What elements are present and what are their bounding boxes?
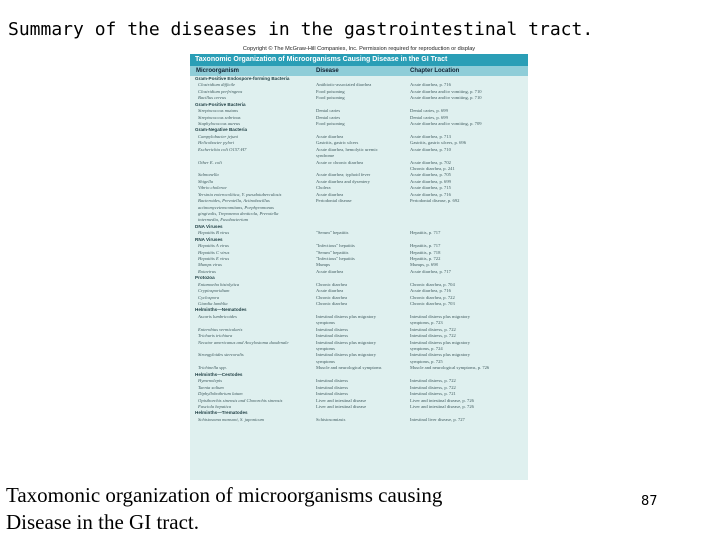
cell-chapter-location: Acute diarrhea, p. 716 bbox=[410, 191, 451, 197]
cell-microorganism: Escherichia coli O157:H7 bbox=[198, 146, 247, 152]
table-group-heading: Helminths—Trematodes bbox=[195, 410, 248, 416]
cell-disease bbox=[310, 217, 404, 223]
cell-disease: Cholera bbox=[316, 185, 331, 191]
cell-microorganism bbox=[190, 153, 310, 159]
cell-chapter-location: Dental caries, p. 699 bbox=[410, 108, 448, 114]
cell-chapter-location: Acute diarrhea and/or vomiting, p. 709 bbox=[410, 121, 482, 126]
copyright-notice: Copyright © The McGraw-Hill Companies, Inc. Permission required for reproduction or display bbox=[190, 44, 528, 54]
table-row bbox=[190, 391, 528, 397]
cell-chapter-location: symptoms, p. 724 bbox=[410, 346, 443, 352]
cell-microorganism: Diphyllobothrium latum bbox=[198, 391, 243, 397]
slide-title: Summary of the diseases in the gastrointestinal tract. bbox=[8, 19, 594, 40]
cell-disease: symptoms bbox=[316, 320, 335, 326]
table-row bbox=[190, 160, 528, 166]
cell-disease bbox=[310, 205, 404, 211]
table-row bbox=[190, 282, 528, 288]
cell-microorganism: Hepatitis B virus bbox=[198, 230, 230, 236]
table-row bbox=[190, 256, 528, 262]
cell-microorganism: Helicobacter pylori bbox=[198, 140, 235, 146]
cell-chapter-location: Hepatitis, p. 718 bbox=[410, 249, 441, 255]
cell-microorganism: Mumps virus bbox=[198, 262, 222, 268]
table-row bbox=[190, 378, 528, 384]
cell-chapter-location: Intestinal distress, p. 722 bbox=[410, 384, 456, 390]
cell-chapter-location bbox=[404, 211, 514, 217]
cell-chapter-location bbox=[404, 205, 514, 211]
cell-disease: Intestinal distress bbox=[316, 384, 349, 390]
cell-chapter-location: Chronic diarrhea, p. 703 bbox=[410, 301, 455, 307]
cell-microorganism: Campylobacter jejuni bbox=[198, 133, 238, 139]
cell-microorganism bbox=[190, 359, 310, 365]
cell-disease: "Serum" hepatitis bbox=[316, 249, 349, 255]
cell-chapter-location: Acute diarrhea, p. 716 bbox=[410, 288, 451, 294]
cell-microorganism: Fasciola hepatica bbox=[198, 403, 232, 409]
table-row bbox=[190, 198, 528, 204]
header-microorganism: Microorganism bbox=[196, 68, 240, 74]
table-row bbox=[190, 82, 528, 88]
cell-chapter-location: Intestinal distress, p. 722 bbox=[410, 333, 456, 339]
cell-disease bbox=[310, 211, 404, 217]
table-row bbox=[190, 385, 528, 391]
table-row bbox=[190, 140, 528, 146]
table-row bbox=[190, 89, 528, 95]
cell-microorganism: Schistosoma mansoni, S. japonicum bbox=[198, 416, 264, 422]
table-row bbox=[190, 250, 528, 256]
cell-chapter-location: Acute diarrhea, p. 710 bbox=[410, 146, 451, 152]
table-group-heading: Gram-Negative Bacteria bbox=[195, 127, 248, 133]
cell-chapter-location bbox=[404, 153, 514, 159]
cell-chapter-location: Hepatitis, p. 717 bbox=[410, 243, 441, 249]
cell-microorganism: Ascaris lumbricoides bbox=[198, 313, 237, 319]
cell-microorganism: Staphylococcus aureus bbox=[198, 121, 241, 126]
table-row bbox=[190, 314, 528, 320]
header-disease: Disease bbox=[316, 68, 339, 74]
cell-disease: symptoms bbox=[316, 346, 335, 352]
table-row bbox=[190, 95, 528, 101]
cell-microorganism: Strongyloides stercoralis bbox=[198, 352, 244, 358]
cell-microorganism: Trichinella spp. bbox=[198, 365, 227, 371]
cell-disease: Chronic diarrhea bbox=[316, 281, 347, 287]
cell-chapter-location bbox=[404, 217, 514, 223]
table-row bbox=[190, 115, 528, 121]
cell-microorganism: gingivalis, Treponema denticola, Prevotella bbox=[198, 211, 279, 217]
table-row bbox=[190, 320, 528, 326]
cell-chapter-location: Acute diarrhea and/or vomiting, p. 710 bbox=[410, 95, 482, 101]
table-row bbox=[190, 359, 528, 365]
cell-disease: Intestinal distress bbox=[316, 391, 349, 397]
cell-disease: Antibiotic-associated diarrhea bbox=[316, 82, 372, 88]
cell-microorganism: Rotavirus bbox=[198, 268, 216, 274]
cell-disease: Acute diarrhea; typhoid fever bbox=[316, 172, 371, 178]
cell-disease: Intestinal distress bbox=[316, 378, 349, 384]
page-number: 87 bbox=[641, 494, 658, 509]
cell-disease: symptoms bbox=[316, 358, 335, 364]
cell-chapter-location: Acute diarrhea, p. 699 bbox=[410, 178, 451, 184]
cell-microorganism bbox=[190, 320, 310, 326]
cell-disease: Liver and intestinal disease bbox=[316, 403, 367, 409]
cell-disease: Muscle and neurological symptoms bbox=[316, 365, 382, 371]
cell-disease: Intestinal distress bbox=[316, 326, 349, 332]
cell-disease: Acute diarrhea, hemolytic uremic bbox=[316, 146, 378, 152]
table-row bbox=[190, 205, 528, 211]
cell-chapter-location: Acute diarrhea, p. 717 bbox=[410, 268, 451, 274]
cell-disease: Intestinal distress plus migratory bbox=[316, 313, 377, 319]
cell-microorganism: Shigella bbox=[198, 178, 214, 184]
cell-microorganism: Hepatitis E virus bbox=[198, 256, 230, 262]
cell-microorganism: Bacteroides, Prevotella, Actinobacillus bbox=[198, 198, 270, 204]
cell-microorganism: intermedia, Fusobacterium bbox=[198, 217, 249, 223]
cell-microorganism: Opisthorchis sinensis and Clonorchis sinensis bbox=[198, 397, 283, 403]
table-row bbox=[190, 192, 528, 198]
cell-microorganism: Cryptosporidium bbox=[198, 288, 230, 294]
cell-disease: Acute diarrhea bbox=[316, 268, 344, 274]
cell-disease: Chronic diarrhea bbox=[316, 294, 347, 300]
table-title: Taxonomic Organization of Microorganisms Causing Disease in the GI Tract bbox=[190, 54, 528, 66]
table-row bbox=[190, 262, 528, 268]
cell-disease: Dental caries bbox=[316, 108, 341, 114]
cell-disease: Intestinal distress plus migratory bbox=[316, 352, 377, 358]
caption-line-2: Disease in the GI tract. bbox=[6, 510, 200, 534]
table-row bbox=[190, 166, 528, 172]
cell-chapter-location: Intestinal distress plus migratory bbox=[410, 313, 471, 319]
cell-chapter-location: Acute diarrhea and/or vomiting, p. 710 bbox=[410, 88, 482, 94]
cell-disease: Acute diarrhea bbox=[316, 133, 344, 139]
cell-disease: Liver and intestinal disease bbox=[316, 397, 367, 403]
cell-microorganism: Clostridium perfringens bbox=[198, 88, 243, 94]
cell-chapter-location: Acute diarrhea, p. 702 bbox=[410, 159, 451, 165]
cell-chapter-location: Acute diarrhea, p. 715 bbox=[410, 185, 451, 191]
table-group-heading: RNA Viruses bbox=[195, 236, 223, 242]
cell-disease: Acute or chronic diarrhea bbox=[316, 159, 364, 165]
cell-disease bbox=[310, 166, 404, 172]
cell-chapter-location: Muscle and neurological symptoms, p. 726 bbox=[410, 365, 490, 371]
cell-microorganism: Streptococcus mutans bbox=[198, 108, 239, 114]
cell-chapter-location: Chronic diarrhea, p. 704 bbox=[410, 281, 455, 287]
cell-microorganism: Salmonella bbox=[198, 172, 219, 178]
cell-chapter-location: Dental caries, p. 699 bbox=[410, 114, 448, 120]
cell-disease: Gastritis, gastric ulcers bbox=[316, 140, 359, 146]
cell-chapter-location: Chronic diarrhea, p. 241 bbox=[410, 166, 455, 172]
cell-disease: Food poisoning bbox=[316, 121, 345, 126]
table-row bbox=[190, 301, 528, 307]
cell-disease: Acute diarrhea bbox=[316, 191, 344, 197]
table-row bbox=[190, 217, 528, 223]
table-header-row bbox=[190, 66, 528, 76]
cell-microorganism: Clostridium difficile bbox=[198, 82, 236, 88]
cell-microorganism: Enterobius vermicularis bbox=[198, 326, 243, 332]
table-row bbox=[190, 340, 528, 346]
header-chapter-location: Chapter Location bbox=[410, 68, 460, 74]
table-group-heading: Gram-Positive Bacteria bbox=[195, 101, 246, 107]
cell-chapter-location: Chronic diarrhea, p. 722 bbox=[410, 294, 455, 300]
cell-disease: Periodontal disease bbox=[316, 198, 352, 204]
cell-chapter-location: Periodontal disease, p. 692 bbox=[410, 198, 460, 204]
cell-chapter-location: Hepatitis, p. 717 bbox=[410, 230, 441, 236]
cell-disease: Acute diarrhea bbox=[316, 288, 344, 294]
caption-line-1: Taxomonic organization of microorganisms causing bbox=[6, 483, 443, 507]
cell-disease: Mumps bbox=[316, 262, 331, 268]
table-row bbox=[190, 134, 528, 140]
cell-microorganism: Streptococcus sobrinus bbox=[198, 114, 241, 120]
cell-microorganism bbox=[190, 346, 310, 352]
cell-microorganism: Yersinia enterocolitica, Y. pseudotuberculosis bbox=[198, 191, 282, 197]
table-row bbox=[190, 327, 528, 333]
cell-chapter-location: symptoms, p. 723 bbox=[410, 320, 443, 326]
cell-chapter-location: symptoms, p. 725 bbox=[410, 358, 443, 364]
cell-microorganism: Vibrio cholerae bbox=[198, 185, 227, 191]
table-row bbox=[190, 147, 528, 153]
taxonomy-table-image bbox=[190, 44, 528, 480]
cell-disease: Schistosomiasis bbox=[316, 416, 346, 422]
cell-chapter-location: Liver and intestinal disease, p. 726 bbox=[410, 403, 474, 409]
table-row bbox=[190, 404, 528, 410]
table-row bbox=[190, 295, 528, 301]
cell-disease: "Serum" hepatitis bbox=[316, 230, 349, 236]
cell-microorganism: actinomycetemcomitans, Porphyromonas bbox=[198, 204, 274, 210]
cell-disease: Food poisoning bbox=[316, 88, 345, 94]
cell-disease: Intestinal distress bbox=[316, 333, 349, 339]
cell-disease: Intestinal distress plus migratory bbox=[316, 339, 377, 345]
table-row bbox=[190, 185, 528, 191]
table-row bbox=[190, 172, 528, 178]
cell-chapter-location: Intestinal distress, p. 721 bbox=[410, 391, 456, 397]
cell-disease: Chronic diarrhea bbox=[316, 301, 347, 307]
table-row bbox=[190, 269, 528, 275]
table-row bbox=[190, 121, 528, 127]
cell-chapter-location: Acute diarrhea, p. 705 bbox=[410, 172, 451, 178]
table-row bbox=[190, 288, 528, 294]
cell-chapter-location: Acute diarrhea, p. 713 bbox=[410, 133, 451, 139]
table-group-heading: Helminths—Cestodes bbox=[195, 371, 243, 377]
cell-microorganism: Cyclospora bbox=[198, 294, 220, 300]
table-row bbox=[190, 352, 528, 358]
table-row bbox=[190, 179, 528, 185]
cell-disease: Acute diarrhea and dysentery bbox=[316, 178, 370, 184]
cell-chapter-location: Gastritis, gastric ulcers, p. 696 bbox=[410, 140, 467, 146]
cell-chapter-location: Liver and intestinal disease, p. 726 bbox=[410, 397, 474, 403]
cell-chapter-location: Intestinal liver disease, p. 727 bbox=[410, 416, 465, 422]
table-row bbox=[190, 365, 528, 371]
cell-disease: Food poisoning bbox=[316, 95, 345, 101]
table-row bbox=[190, 398, 528, 404]
table-row bbox=[190, 230, 528, 236]
cell-disease: Dental caries bbox=[316, 114, 341, 120]
cell-microorganism: Bacillus cereus bbox=[198, 95, 227, 101]
table-group-heading: Protozoa bbox=[195, 275, 215, 281]
cell-microorganism: Necator americanus and Ancylostoma duodenale bbox=[198, 339, 289, 345]
cell-microorganism: Hepatitis A virus bbox=[198, 243, 229, 249]
cell-disease: "Infectious" hepatitis bbox=[316, 256, 355, 262]
cell-microorganism: Other E. coli bbox=[198, 159, 222, 165]
cell-microorganism: Trichuris trichiura bbox=[198, 333, 233, 339]
table-row bbox=[190, 153, 528, 159]
table-group-heading: DNA Viruses bbox=[195, 223, 223, 229]
cell-chapter-location: Intestinal distress, p. 722 bbox=[410, 326, 456, 332]
table-row bbox=[190, 333, 528, 339]
table-row bbox=[190, 211, 528, 217]
cell-chapter-location: Intestinal distress, p. 722 bbox=[410, 378, 456, 384]
cell-chapter-location: Mumps, p. 698 bbox=[410, 262, 438, 268]
cell-disease: "Infectious" hepatitis bbox=[316, 243, 355, 249]
cell-chapter-location: Intestinal distress plus migratory bbox=[410, 352, 471, 358]
table-group-heading: Gram-Positive Endospore-forming Bacteria bbox=[195, 76, 290, 81]
cell-microorganism: Taenia solium bbox=[198, 384, 224, 390]
cell-microorganism: Hymenolepis bbox=[198, 378, 222, 384]
cell-microorganism: Hepatitis C virus bbox=[198, 249, 230, 255]
table-row bbox=[190, 108, 528, 114]
slide-caption bbox=[6, 482, 526, 536]
cell-disease: syndrome bbox=[316, 153, 335, 159]
table-row bbox=[190, 417, 528, 423]
table-row bbox=[190, 243, 528, 249]
table-group-heading: Helminths—Nematodes bbox=[195, 307, 247, 313]
cell-chapter-location: Intestinal distress plus migratory bbox=[410, 339, 471, 345]
cell-microorganism: Entamoeba histolytica bbox=[198, 281, 240, 287]
cell-microorganism: Giardia lamblia bbox=[198, 301, 228, 307]
cell-microorganism bbox=[190, 166, 310, 172]
table-row bbox=[190, 346, 528, 352]
cell-chapter-location: Acute diarrhea, p. 716 bbox=[410, 82, 451, 88]
cell-chapter-location: Hepatitis, p. 722 bbox=[410, 256, 441, 262]
